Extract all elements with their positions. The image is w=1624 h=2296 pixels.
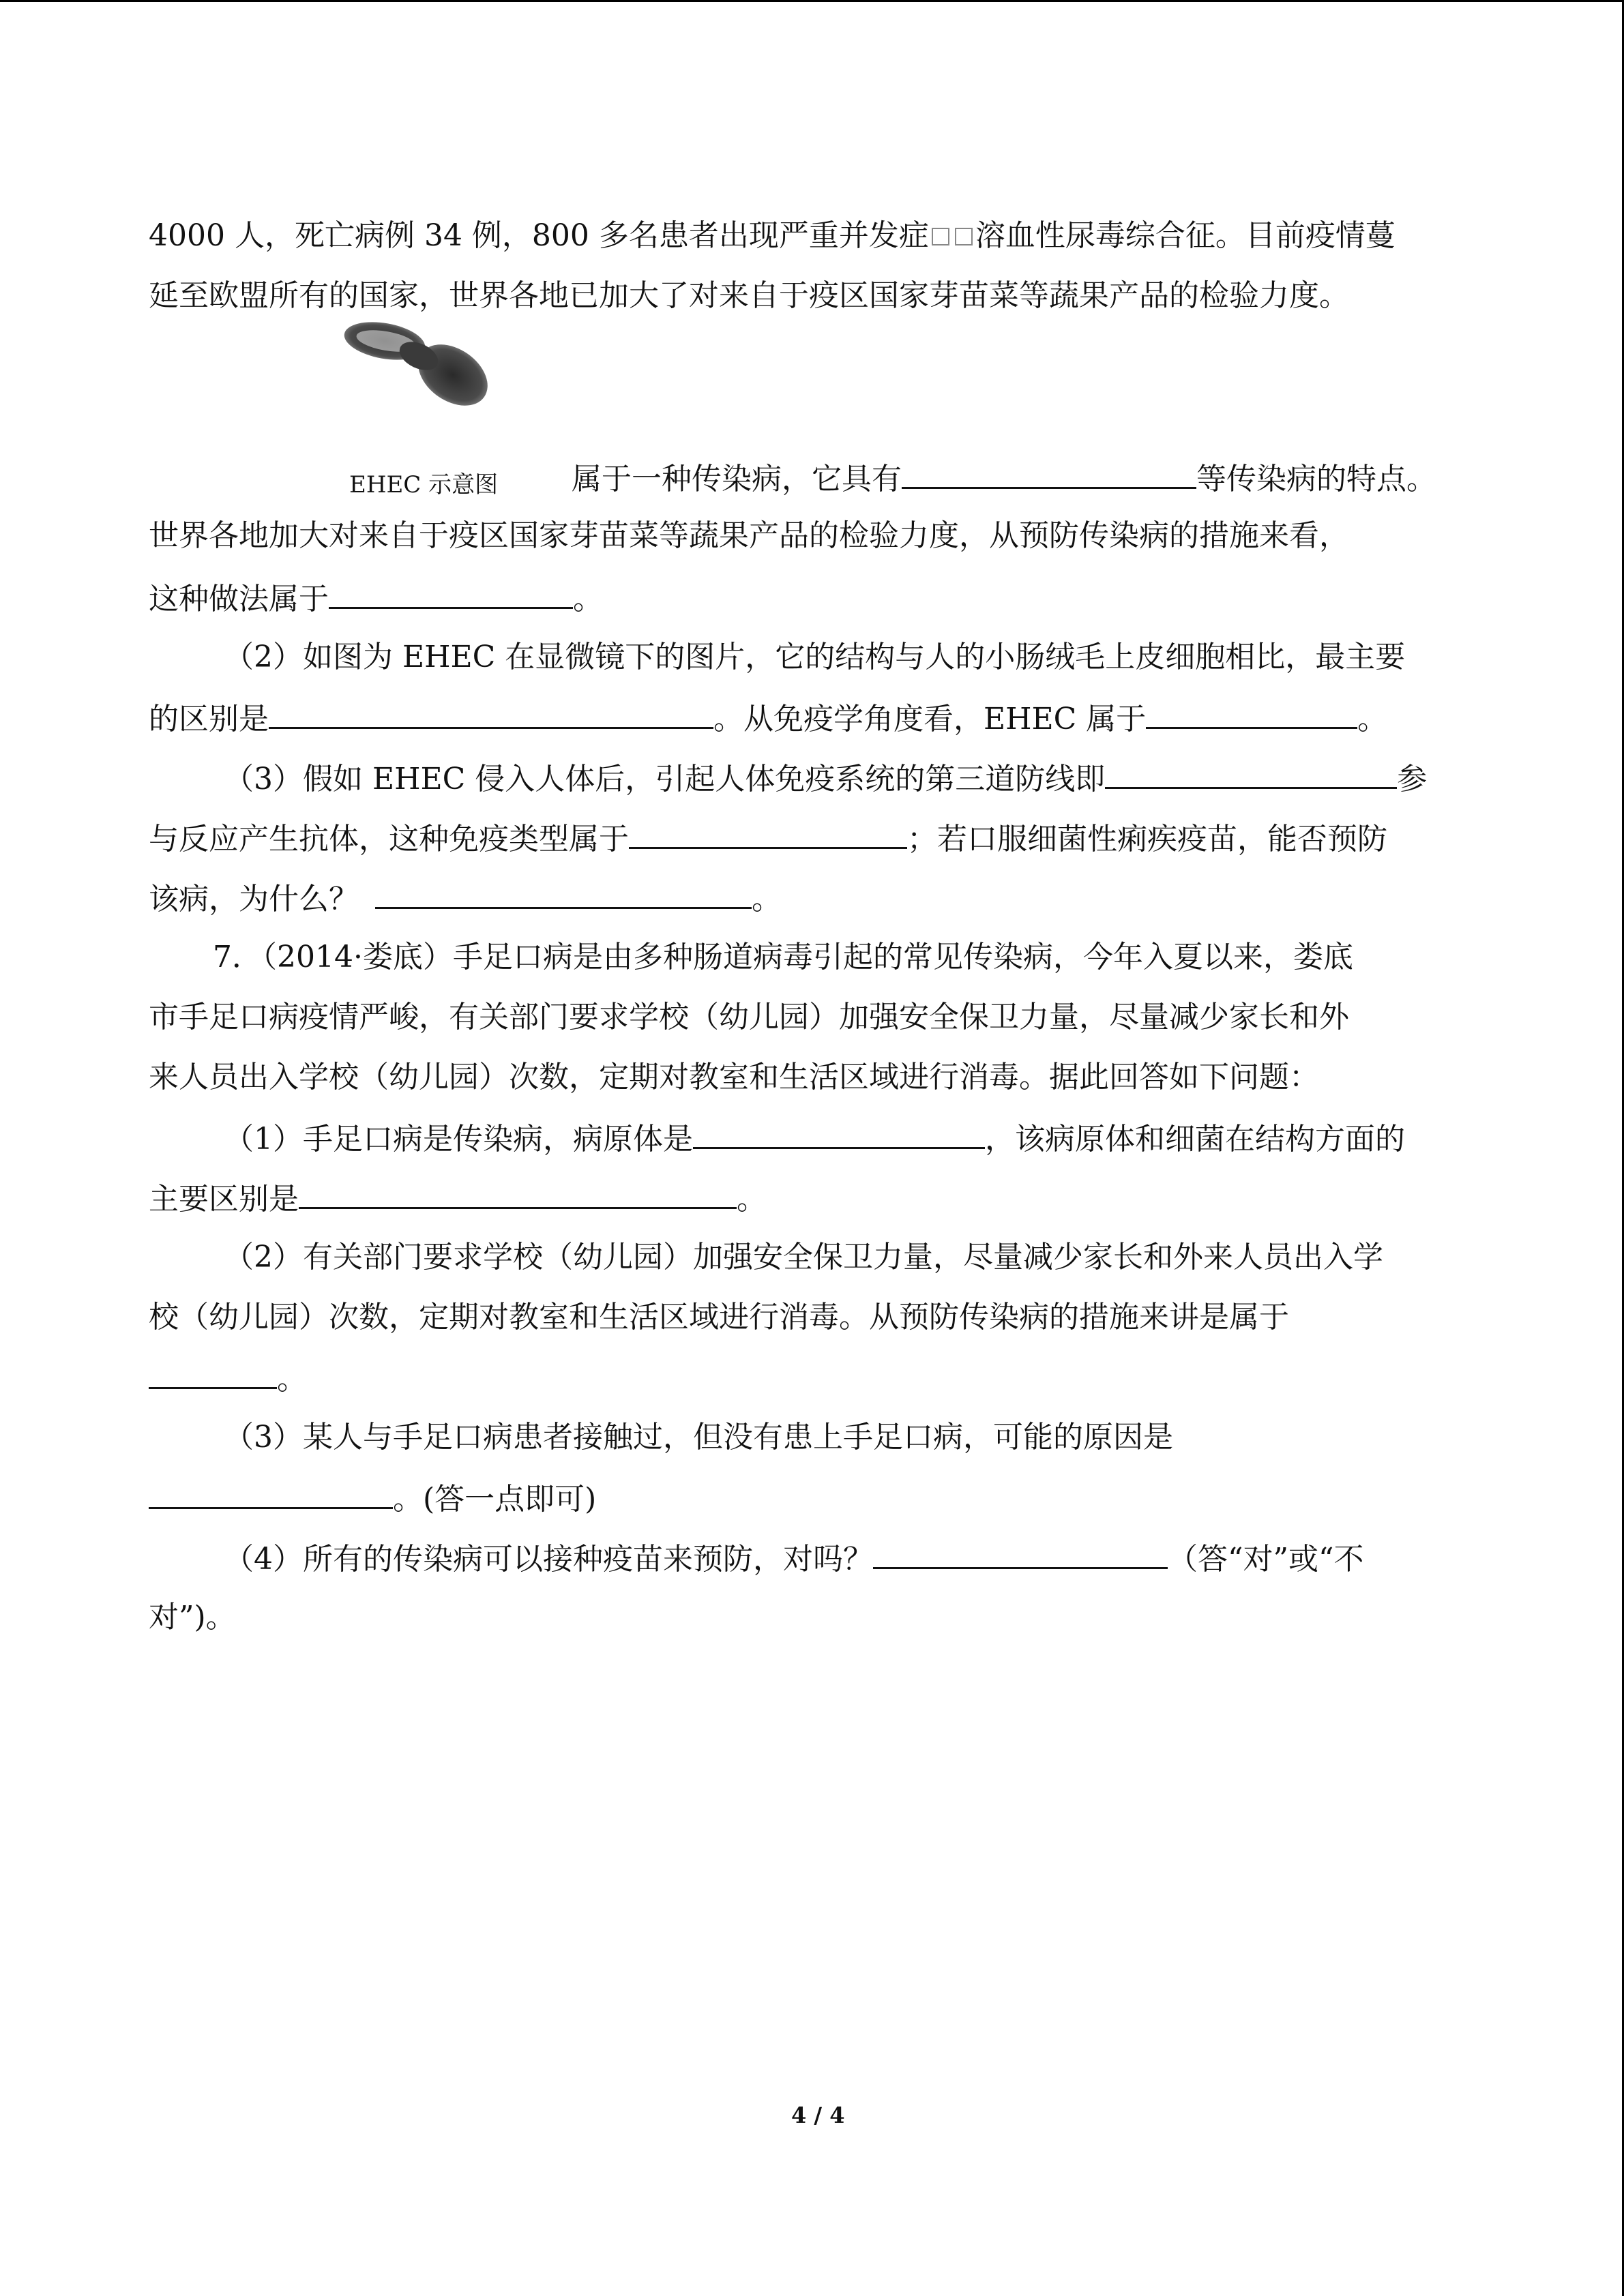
q6-text: 这种做法属于: [149, 582, 329, 616]
q6-text: 等传染病的特点。: [1196, 462, 1436, 496]
q6-p1-line-3: [149, 577, 1479, 620]
q6-p2-line-1: （2）如图为 EHEC 在显微镜下的图片，它的结构与人的小肠绒毛上皮细胞相比，最主要: [224, 640, 1406, 674]
q7-p3-line-1: （3）某人与手足口病患者接触过，但没有患上手足口病，可能的原因是: [224, 1420, 1173, 1455]
q6-text: （3）假如 EHEC 侵入人体后，引起人体免疫系统的第三道防线即: [224, 762, 1106, 796]
answer-blank[interactable]: [149, 1477, 393, 1509]
missing-glyph-box: [955, 228, 973, 245]
q7-p2-line-1: （2）有关部门要求学校（幼儿园）加强安全保卫力量，尽量减少家长和外来人员出入学: [224, 1240, 1383, 1274]
q7-p1-line-2: [149, 1177, 1479, 1220]
missing-glyph-box: [932, 228, 949, 245]
q6-text: 。: [1357, 702, 1388, 736]
q6-text: 与反应产生抗体，这种免疫类型属于: [149, 822, 629, 856]
q7-text: 。: [737, 1182, 767, 1217]
q7-p4-line-1: [224, 1537, 1479, 1580]
q6-p3-line-2: [149, 817, 1479, 860]
answer-blank[interactable]: [873, 1537, 1168, 1569]
page-number: 4 / 4: [791, 2102, 845, 2128]
q7-text: （1）手足口病是传染病，病原体是: [224, 1122, 693, 1157]
q7-line-1: 7．（2014·娄底）手足口病是由多种肠道病毒引起的常见传染病，今年入夏以来，娄底: [213, 940, 1353, 974]
q6-text: 。: [752, 882, 782, 916]
q7-text: ，该病原体和细菌在结构方面的: [985, 1122, 1405, 1157]
q6-p1-line-1: [572, 457, 1479, 500]
answer-blank[interactable]: [375, 877, 752, 909]
q6-p3-line-1: [224, 757, 1479, 800]
q6-text: 属于一种传染病，它具有: [572, 462, 902, 496]
figure-caption: EHEC 示意图: [349, 471, 499, 498]
answer-blank[interactable]: [329, 577, 573, 609]
intro-text: 溶血性尿毒综合征。目前疫情蔓: [975, 218, 1396, 253]
answer-blank[interactable]: [693, 1117, 985, 1149]
q7-p4-line-2: 对”)。: [149, 1600, 236, 1635]
q6-p2-line-2: [149, 697, 1479, 740]
q7-p2-line-2: 校（幼儿园）次数，定期对教室和生活区域进行消毒。从预防传染病的措施来讲是属于: [149, 1300, 1289, 1335]
q7-p3-line-2: [149, 1477, 1479, 1520]
top-border: [0, 0, 1624, 2]
answer-blank[interactable]: [629, 817, 907, 849]
answer-blank[interactable]: [269, 697, 713, 729]
answer-blank[interactable]: [1105, 757, 1397, 789]
q7-text: 。(答一点即可): [393, 1482, 597, 1517]
q6-text: 的区别是: [149, 702, 269, 736]
intro-line-2: 延至欧盟所有的国家，世界各地已加大了对来自于疫区国家芽苗菜等蔬果产品的检验力度。: [149, 278, 1349, 313]
answer-blank[interactable]: [1146, 697, 1357, 729]
q6-text: ；若口服细菌性痢疾疫苗，能否预防: [907, 822, 1387, 856]
q6-text: 参: [1397, 762, 1428, 796]
q7-line-2: 市手足口病疫情严峻，有关部门要求学校（幼儿园）加强安全保卫力量，尽量减少家长和外: [149, 1000, 1349, 1034]
q7-text: （4）所有的传染病可以接种疫苗来预防，对吗？: [224, 1542, 873, 1577]
intro-line-1: [149, 215, 1479, 256]
q7-line-3: 来人员出入学校（幼儿园）次数，定期对教室和生活区域进行消毒。据此回答如下问题：: [149, 1060, 1319, 1094]
q6-text: 。: [573, 582, 603, 616]
q7-text: 主要区别是: [149, 1182, 299, 1217]
q7-p2-line-3: [149, 1357, 1479, 1400]
q6-text: 该病，为什么？: [149, 882, 359, 916]
q6-p1-line-2: 世界各地加大对来自于疫区国家芽苗菜等蔬果产品的检验力度，从预防传染病的措施来看，: [149, 518, 1349, 553]
ehec-bacterium-image: [337, 314, 514, 423]
q6-text: 。从免疫学角度看，EHEC 属于: [713, 702, 1147, 736]
intro-text: 4000 人，死亡病例 34 例，800 多名患者出现严重并发症: [149, 218, 929, 253]
q7-text: 。: [277, 1362, 307, 1397]
answer-blank[interactable]: [902, 457, 1196, 489]
answer-blank[interactable]: [149, 1357, 277, 1389]
q7-text: （答“对”或“不: [1168, 1542, 1364, 1577]
q7-p1-line-1: [224, 1117, 1479, 1160]
answer-blank[interactable]: [299, 1177, 737, 1209]
q6-p3-line-3: [149, 877, 1479, 920]
